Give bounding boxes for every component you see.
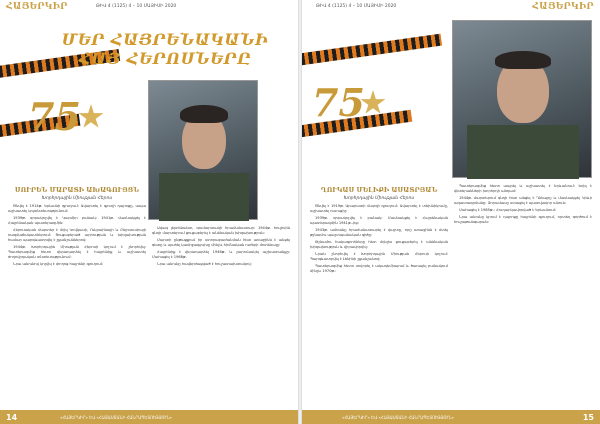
st-george-ribbon-icon: [302, 34, 442, 67]
paragraph: 1944թ. մարտերում գնդի հետ անցել է Դնեպրը և մասնակցել Կիևի ազատագրմանը։ Զորամասը ստացել է պատվավոր անուն։: [454, 195, 592, 206]
issue-line: ԹԻՎ 4 (1125) 4 – 10 ՄԱՅԻՍԻ 2020: [96, 4, 177, 9]
paragraph: Ծնվել է 1914թ. Երևանի գյուղում։ Ավարտել է գյուղի դպրոցը, ապա աշխատել կոլտնտեսությունում։: [8, 204, 146, 214]
paragraph: Նրա անունը կրում է դպրոցը հայրենի գյուղում, որտեղ գործում է հուշաթանգարան։: [454, 214, 592, 224]
paragraph: 1944թ. Խորհրդային Միության Հերոսի կոչում է շնորհվել։ Պատերազմից հետո վերադարձել է հայրենիք և աշխատել ժողովրդական տնտեսությունում։: [8, 244, 146, 260]
paragraph: Մահացել է 1985թ.։ Հուղարկավորված է Երևանում։: [459, 207, 557, 212]
footer-text: «ՀԱՅԵՐԿԻՐ» ԵՎ «ՀԱՅԱՍՏԱՆԻ ՀԱՆՐԱՊԵՏՈՒԹՅՈՒՆ»: [60, 415, 172, 420]
paragraph: 1943թ. ամռանը հրամանատարել է վաշտը, որը առաջինն է մտել թշնամու պաշտպանական գիծը։: [310, 227, 448, 238]
left-top-bar: [0, 0, 298, 14]
paragraph: Պատերազմից հետո սովորել է ակադեմիայում և ծառայել բանակում մինչև 1970թ.։: [310, 263, 448, 273]
right-page: [302, 0, 600, 424]
footer-text: «ՀԱՅԵՐԿԻՐ» ԵՎ «ՀԱՅԱՍՏԱՆԻ ՀԱՆՐԱՊԵՏՈՒԹՅՈՒՆ»: [342, 415, 454, 420]
paragraph: Նրա անունով կոչվել է փողոց հայրենի գյուղում։: [13, 262, 104, 267]
article-column-2: [152, 226, 290, 404]
magazine-logo: ՀԱՅԵՐԿԻՐ: [6, 2, 68, 12]
page-number: 14: [6, 413, 18, 422]
hero-portrait: [148, 80, 258, 220]
article-column-1: [310, 204, 448, 404]
anniversary-number: 75: [312, 80, 365, 125]
paragraph: 1939թ. զորակոչվել է բանակ։ Մասնակցել է Հայրենական պատերազմին 1941թ.-ից։: [310, 215, 448, 226]
right-top-bar: [302, 0, 600, 14]
headline-line-2: ՀԱՅ ՀԵՐՈՍՆԵՐԸ: [79, 49, 251, 68]
headline-line-1: ՄԵՐ ՀԱՅՐԵՆԱԿԱՆԻ: [61, 30, 269, 49]
paragraph: Հայրենիք է վերադարձել 1946թ. և շարունակել աշխատանքը։ Մահացել է 1968թ.: [152, 249, 290, 260]
hero-subtitle: Խորհրդային Միության Հերոս: [343, 196, 415, 201]
issue-line: ԹԻՎ 4 (1125) 4 – 10 ՄԱՅԻՍԻ 2020: [316, 4, 397, 9]
hero-name: ՍՈՒՐԵՆ ՄԱՐԱՏԻ ԱԽԱԳՈՒՅՑՆ: [14, 186, 140, 194]
anniversary-number: 75: [28, 94, 81, 139]
paragraph: Ավագ լեյտենանտ, գումարտակի հրամանատար։ 1944թ. հուլիսին գնդի մարտերում ցուցաբերել է անձնական խիզախություն։: [152, 226, 290, 236]
gold-star-icon: [78, 104, 104, 130]
right-bottom-bar: [302, 410, 600, 424]
magazine-logo: ՀԱՅԵՐԿԻՐ: [532, 2, 594, 12]
hero-subtitle: Խորհրդային Միության Հերոս: [41, 196, 113, 201]
article-column-2: [454, 184, 592, 404]
hero-portrait: [452, 20, 592, 178]
paragraph: Նրա անունը հավերժացված է հուշատախտակով։: [157, 261, 252, 266]
paragraph: Թշնամու հակագրոհները հետ մղելիս ցուցաբերել է անձնական խիզախություն և վիրավորվել։: [310, 239, 448, 249]
headline: [40, 30, 290, 68]
paragraph: Պատերազմից հետո ապրել և աշխատել է Երևանում։ Եղել է վետերանների խորհրդի անդամ։: [454, 184, 592, 194]
hero-name: ՂՈՒԿԱՍ ՄԵԼԻՔԻ ԱՍԱՏՐՅԱՆ: [320, 186, 438, 194]
paragraph: Մարտի ընթացքում իր ստորաբաժանման հետ առաջինն է անցել գետը և պահել կամրջագլուխը մինչև հիմնական ուժերի մոտենալը։: [152, 237, 290, 248]
paragraph: Հերոսական մարտեր է մղել Կովկասի, Ուկրաինայի և Բելոռուսիայի ռազմաճակատներում։ Ցուցաբերած արիության և խիզախության համար պարգևատրվել է շքանշաններով։: [8, 227, 146, 243]
left-page: [0, 0, 298, 424]
paragraph: Նրան շնորհվել է Խորհրդային Միության Հերոսի կոչում։ Պարգևատրվել է Լենինի շքանշանով։: [310, 251, 448, 261]
paragraph: Ծնվել է 1919թ. Արարատի մարզի գյուղում։ Ավարտել է տեխնիկումը, աշխատել ուսուցիչ։: [310, 204, 448, 214]
left-bottom-bar: [0, 410, 298, 424]
article-column-1: [8, 204, 146, 404]
paragraph: 1939թ. զորակոչվել է Կարմիր բանակ։ 1941թ. մասնակցել է Հայրենական պատերազմին։: [8, 215, 146, 226]
page-number: 15: [582, 413, 594, 422]
